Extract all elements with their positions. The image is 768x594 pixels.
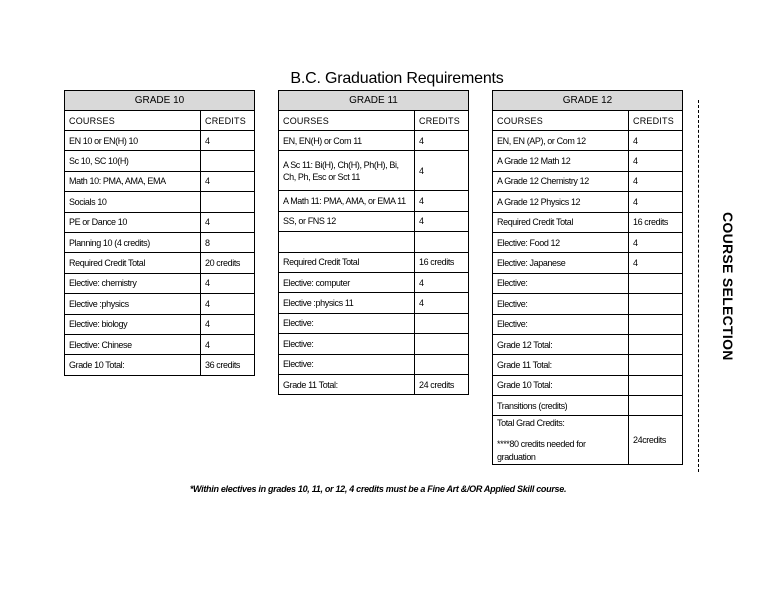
table-row (279, 334, 469, 354)
table-row (279, 211, 469, 231)
credits-cell (629, 334, 683, 354)
column-header-credits: CREDITS (629, 111, 683, 131)
credits-cell: 4 (201, 314, 255, 334)
table-header: GRADE 10 (65, 91, 255, 111)
table-row (493, 294, 683, 314)
credits-cell (415, 313, 469, 333)
credits-cell: 4 (629, 232, 683, 252)
grade-11-table (278, 90, 469, 395)
course-cell: A Math 11: PMA, AMA, or EMA 11 (279, 191, 415, 211)
course-cell: EN, EN(H) or Com 11 (279, 131, 415, 151)
table-row (493, 273, 683, 293)
column-header-courses: COURSES (279, 111, 415, 131)
table-row (65, 334, 255, 354)
course-cell: Transitions (credits) (493, 396, 629, 416)
course-cell: Required Credit Total (279, 252, 415, 272)
course-cell: EN, EN (AP), or Com 12 (493, 131, 629, 151)
table-row (65, 171, 255, 191)
credits-cell (201, 192, 255, 212)
table-row (493, 192, 683, 212)
cut-line (698, 100, 699, 472)
course-cell: Elective: (279, 313, 415, 333)
table-row (279, 293, 469, 313)
credits-cell (201, 151, 255, 171)
table-row (279, 374, 469, 394)
table-row (493, 355, 683, 375)
table-row (279, 191, 469, 211)
credits-cell: 20 credits (201, 253, 255, 273)
table-row (65, 314, 255, 334)
course-cell: A Grade 12 Chemistry 12 (493, 171, 629, 191)
course-cell: Elective: Food 12 (493, 232, 629, 252)
credits-cell: 36 credits (201, 355, 255, 375)
grand-total-row (493, 416, 683, 465)
credits-cell: 4 (201, 294, 255, 314)
course-cell: Grade 12 Total: (493, 334, 629, 354)
grand-total-cell (493, 416, 629, 465)
credits-cell: 4 (415, 272, 469, 292)
course-cell: Elective: biology (65, 314, 201, 334)
credits-cell (629, 375, 683, 395)
table-header: GRADE 11 (279, 91, 469, 111)
credits-cell: 8 (201, 232, 255, 252)
credits-cell: 4 (629, 192, 683, 212)
course-cell: Required Credit Total (65, 253, 201, 273)
credits-cell (415, 354, 469, 374)
credits-cell (629, 294, 683, 314)
table-row (279, 252, 469, 272)
grand-total-label: Total Grad Credits: (497, 417, 565, 428)
course-cell: A Sc 11: Bi(H), Ch(H), Ph(H), Bi, Ch, Ph, Esc or Sct 11 (279, 151, 415, 191)
table-row (493, 375, 683, 395)
credits-cell: 4 (201, 171, 255, 191)
credits-cell (415, 232, 469, 252)
course-cell: Elective: (279, 354, 415, 374)
credits-cell: 4 (629, 253, 683, 273)
table-row (279, 232, 469, 252)
table-row (279, 131, 469, 151)
credits-cell: 4 (201, 334, 255, 354)
table-row (65, 131, 255, 151)
credits-cell: 4 (201, 273, 255, 293)
table-row (65, 294, 255, 314)
course-cell: Planning 10 (4 credits) (65, 232, 201, 252)
credits-cell: 4 (629, 131, 683, 151)
course-cell: Elective :physics 11 (279, 293, 415, 313)
side-label (716, 212, 736, 362)
table-row (493, 334, 683, 354)
course-cell: Elective: Chinese (65, 334, 201, 354)
table-row (65, 273, 255, 293)
credits-cell: 4 (629, 171, 683, 191)
column-header-courses: COURSES (493, 111, 629, 131)
page-title: B.C. Graduation Requirements (290, 70, 504, 87)
course-cell: A Grade 12 Math 12 (493, 151, 629, 171)
course-cell: Sc 10, SC 10(H) (65, 151, 201, 171)
credits-cell (629, 314, 683, 334)
table-row (493, 314, 683, 334)
course-cell: Grade 11 Total: (279, 374, 415, 394)
table-row (493, 212, 683, 232)
credits-cell: 24 credits (415, 374, 469, 394)
credits-cell: 16 credits (629, 212, 683, 232)
footnote: *Within electives in grades 10, 11, or 12, 4 credits must be a Fine Art &/OR Applied Skill course. (189, 484, 567, 494)
table-row (65, 151, 255, 171)
credits-cell: 4 (415, 293, 469, 313)
course-cell: EN 10 or EN(H) 10 (65, 131, 201, 151)
table-row (65, 253, 255, 273)
table-row (65, 192, 255, 212)
column-header-courses: COURSES (65, 111, 201, 131)
course-cell: Elective: (279, 334, 415, 354)
course-cell: Elective: Japanese (493, 253, 629, 273)
credits-cell: 4 (415, 191, 469, 211)
column-header-credits: CREDITS (201, 111, 255, 131)
credits-cell: 4 (415, 211, 469, 231)
credits-cell: 4 (201, 131, 255, 151)
course-cell: Required Credit Total (493, 212, 629, 232)
credits-cell: 4 (629, 151, 683, 171)
course-cell: Elective: computer (279, 272, 415, 292)
course-cell: Elective :physics (65, 294, 201, 314)
course-cell: Grade 10 Total: (65, 355, 201, 375)
course-cell: PE or Dance 10 (65, 212, 201, 232)
course-cell: Elective: (493, 314, 629, 334)
table-row (493, 171, 683, 191)
side-label-text: COURSE SELECTION (720, 212, 736, 361)
table-row (279, 313, 469, 333)
credits-cell (415, 334, 469, 354)
table-row (493, 396, 683, 416)
credits-cell (629, 355, 683, 375)
table-row (493, 253, 683, 273)
grand-total-note: ****80 credits needed for graduation (497, 438, 586, 462)
column-header-credits: CREDITS (415, 111, 469, 131)
table-row (493, 151, 683, 171)
table-row (279, 354, 469, 374)
course-cell (279, 232, 415, 252)
table-row (65, 212, 255, 232)
course-cell: Grade 11 Total: (493, 355, 629, 375)
table-header: GRADE 12 (493, 91, 683, 111)
course-cell: Math 10: PMA, AMA, EMA (65, 171, 201, 191)
course-cell: Socials 10 (65, 192, 201, 212)
course-cell: Grade 10 Total: (493, 375, 629, 395)
table-row (65, 232, 255, 252)
table-row (493, 131, 683, 151)
grade-10-table (64, 90, 255, 376)
credits-cell (629, 396, 683, 416)
table-row (279, 151, 469, 191)
credits-cell: 4 (415, 131, 469, 151)
course-cell: Elective: (493, 273, 629, 293)
table-row (279, 272, 469, 292)
credits-cell: 16 credits (415, 252, 469, 272)
table-row (493, 232, 683, 252)
credits-cell: 4 (201, 212, 255, 232)
table-row (65, 355, 255, 375)
course-cell: SS, or FNS 12 (279, 211, 415, 231)
course-cell: A Grade 12 Physics 12 (493, 192, 629, 212)
grand-total-credits: 24credits (629, 416, 683, 465)
course-cell: Elective: (493, 294, 629, 314)
credits-cell (629, 273, 683, 293)
credits-cell: 4 (415, 151, 469, 191)
grade-12-table (492, 90, 683, 465)
course-cell: Elective: chemistry (65, 273, 201, 293)
